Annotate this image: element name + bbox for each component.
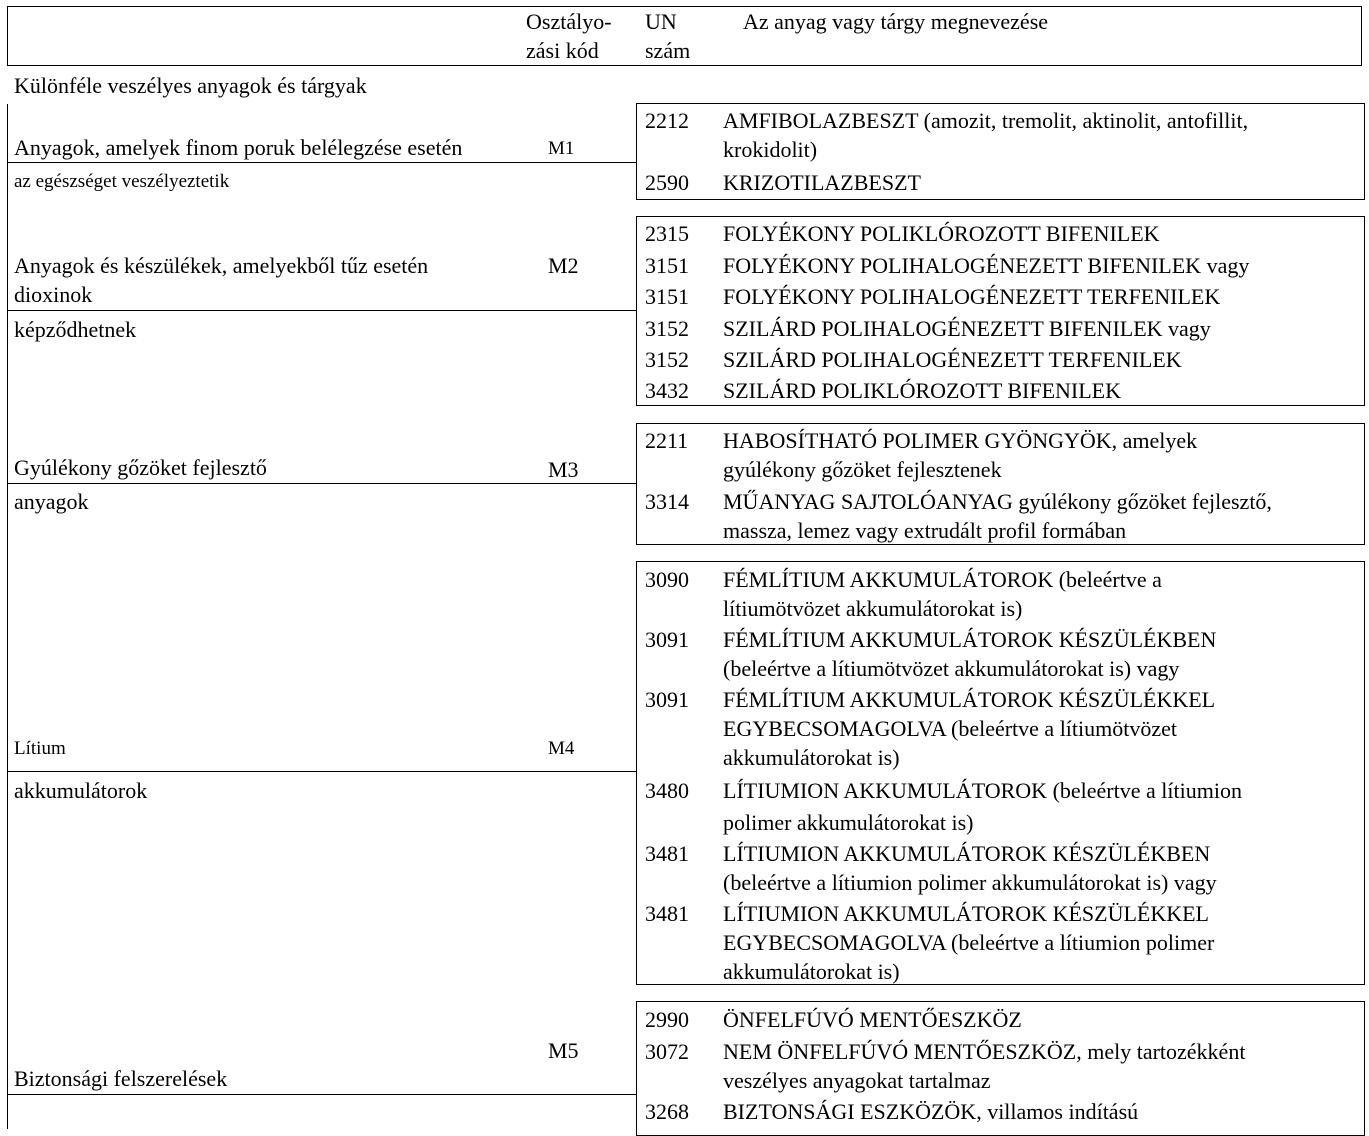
substance-name: HABOSÍTHATÓ POLIMER GYÖNGYÖK, amelyek	[723, 428, 1198, 453]
category-m5-code: M5	[548, 1038, 579, 1063]
group-m3	[636, 423, 1365, 545]
substance-name: akkumulátorokat is)	[723, 745, 900, 770]
divider	[7, 162, 637, 163]
substance-name: EGYBECSOMAGOLVA (beleértve a lítiumion polimer	[723, 930, 1215, 955]
header-class-code-line1: Osztályo-	[526, 9, 612, 34]
header-un-line1: UN	[645, 9, 677, 34]
substance-name: lítiumötvözet akkumulátorokat is)	[723, 596, 1023, 621]
substance-name: FÉMLÍTIUM AKKUMULÁTOROK KÉSZÜLÉKBEN	[723, 627, 1217, 652]
substance-name: gyúlékony gőzöket fejlesztenek	[723, 457, 1002, 482]
left-border	[7, 104, 8, 1129]
category-m3-line2: anyagok	[14, 489, 89, 514]
un-number: 3152	[645, 347, 689, 372]
category-m4-line2: akkumulátorok	[14, 778, 148, 803]
category-m4-code: M4	[548, 738, 575, 759]
un-number: 3432	[645, 378, 689, 403]
header-name: Az anyag vagy tárgy megnevezése	[743, 9, 1049, 34]
substance-name: EGYBECSOMAGOLVA (beleértve a lítiumötvözet	[723, 716, 1178, 741]
un-number: 3152	[645, 316, 689, 341]
substance-name: krokidolit)	[723, 137, 818, 162]
substance-name: FÉMLÍTIUM AKKUMULÁTOROK (beleértve a	[723, 567, 1162, 592]
substance-name: LÍTIUMION AKKUMULÁTOROK KÉSZÜLÉKKEL	[723, 901, 1209, 926]
substance-name: massza, lemez vagy extrudált profil formában	[723, 518, 1127, 543]
group-m2	[636, 216, 1365, 406]
substance-name: LÍTIUMION AKKUMULÁTOROK KÉSZÜLÉKBEN	[723, 841, 1211, 866]
substance-name: (beleértve a lítiumion polimer akkumulátorokat is) vagy	[723, 870, 1217, 895]
substance-name: FOLYÉKONY POLIKLÓROZOTT BIFENILEK	[723, 221, 1160, 246]
substance-name: SZILÁRD POLIHALOGÉNEZETT BIFENILEK vagy	[723, 316, 1211, 341]
substance-name: FOLYÉKONY POLIHALOGÉNEZETT BIFENILEK vagy	[723, 253, 1250, 278]
category-m2-code: M2	[548, 253, 579, 278]
substance-name: AMFIBOLAZBESZT (amozit, tremolit, aktinolit, antofillit,	[723, 108, 1249, 133]
un-number: 2590	[645, 170, 689, 195]
divider	[7, 483, 637, 484]
divider	[7, 310, 637, 311]
un-number: 3268	[645, 1099, 689, 1124]
category-m2-line1b: dioxinok	[14, 282, 93, 307]
un-number: 2211	[645, 428, 689, 453]
category-m2-line2: képződhetnek	[14, 317, 137, 342]
substance-name: SZILÁRD POLIKLÓROZOTT BIFENILEK	[723, 378, 1122, 403]
substance-name: polimer akkumulátorokat is)	[723, 810, 974, 835]
un-number: 3091	[645, 687, 689, 712]
un-number: 2212	[645, 108, 689, 133]
category-m3-line1: Gyúlékony gőzöket fejlesztő	[14, 455, 267, 480]
un-number: 3151	[645, 284, 689, 309]
substance-name: NEM ÖNFELFÚVÓ MENTŐESZKÖZ, mely tartozékként	[723, 1039, 1246, 1064]
substance-name: veszélyes anyagokat tartalmaz	[723, 1068, 991, 1093]
substance-name: (beleértve a lítiumötvözet akkumulátorokat is) vagy	[723, 656, 1180, 681]
un-number: 3090	[645, 567, 689, 592]
category-m1-line1: Anyagok, amelyek finom poruk belélegzése esetén	[14, 135, 463, 160]
un-number: 3151	[645, 253, 689, 278]
category-m1-code: M1	[548, 138, 575, 159]
un-number: 3091	[645, 627, 689, 652]
un-number: 3314	[645, 489, 689, 514]
header-class-code-line2: zási kód	[526, 38, 599, 63]
substance-name: FÉMLÍTIUM AKKUMULÁTOROK KÉSZÜLÉKKEL	[723, 687, 1216, 712]
category-m5-line1: Biztonsági felszerelések	[14, 1066, 228, 1091]
substance-name: FOLYÉKONY POLIHALOGÉNEZETT TERFENILEK	[723, 284, 1221, 309]
substance-name: SZILÁRD POLIHALOGÉNEZETT TERFENILEK	[723, 347, 1182, 372]
section-title: Különféle veszélyes anyagok és tárgyak	[14, 73, 367, 98]
group-m5	[636, 1001, 1365, 1136]
group-m4	[636, 561, 1365, 985]
divider	[7, 1094, 637, 1095]
substance-name: LÍTIUMION AKKUMULÁTOROK (beleértve a lítiumion	[723, 778, 1242, 803]
un-number: 3481	[645, 901, 689, 926]
substance-name: BIZTONSÁGI ESZKÖZÖK, villamos indítású	[723, 1099, 1139, 1124]
un-number: 3480	[645, 778, 689, 803]
substance-name: ÖNFELFÚVÓ MENTŐESZKÖZ	[723, 1007, 1022, 1032]
category-m1-line2: az egészséget veszélyeztetik	[14, 171, 230, 192]
un-number: 3072	[645, 1039, 689, 1064]
substance-name: KRIZOTILAZBESZT	[723, 170, 921, 195]
un-number: 3481	[645, 841, 689, 866]
category-m4-line1: Lítium	[14, 738, 66, 759]
category-m3-code: M3	[548, 457, 579, 482]
substance-name: MŰANYAG SAJTOLÓANYAG gyúlékony gőzöket fejlesztő,	[723, 489, 1272, 514]
un-number: 2315	[645, 221, 689, 246]
un-number: 2990	[645, 1007, 689, 1032]
header-un-line2: szám	[645, 38, 691, 63]
group-m1	[636, 103, 1365, 200]
divider	[7, 771, 637, 772]
substance-name: akkumulátorokat is)	[723, 959, 900, 984]
category-m2-line1: Anyagok és készülékek, amelyekből tűz esetén	[14, 253, 429, 278]
